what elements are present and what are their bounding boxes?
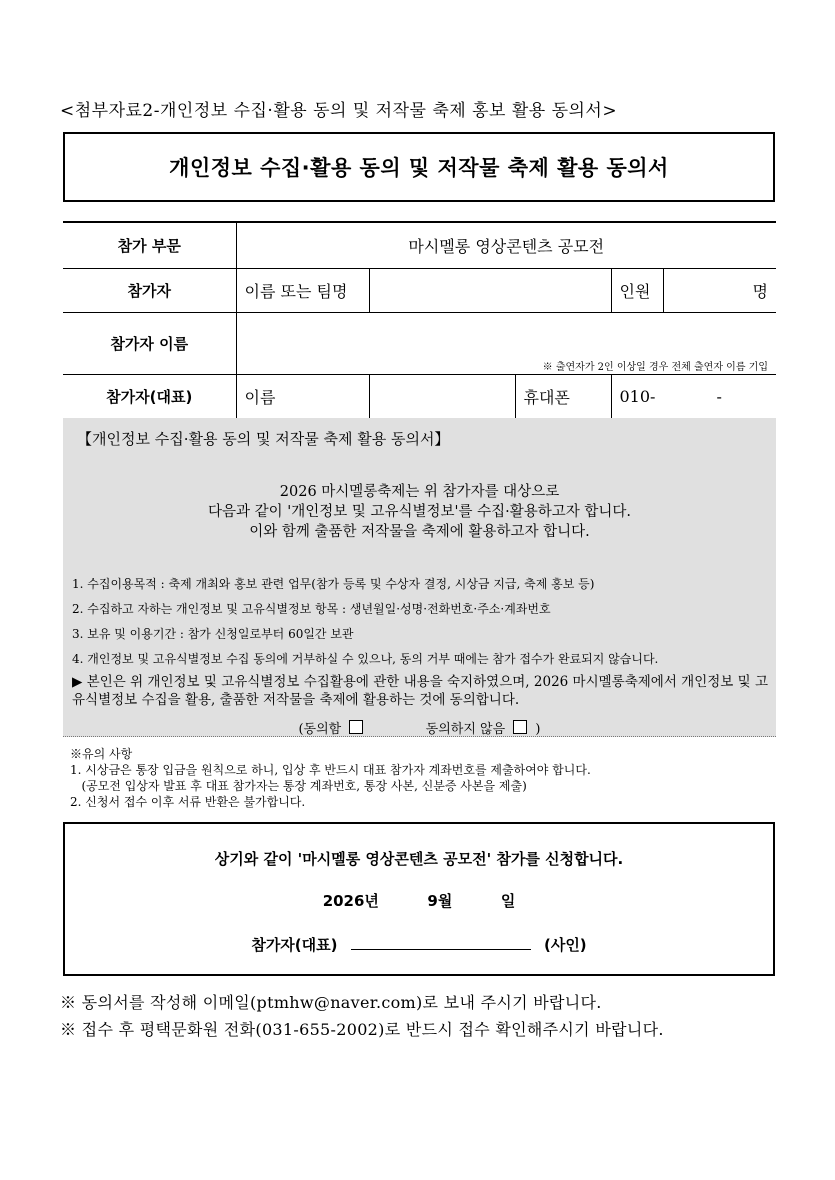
signature-line[interactable] xyxy=(351,935,531,950)
rep-name-label: 이름 xyxy=(236,374,369,418)
date-day: 일 xyxy=(500,892,516,910)
participant-name-field[interactable] xyxy=(369,268,611,312)
footer-note: ※ 접수 후 평택문화원 전화(031-655-2002)로 반드시 접수 확인해주시기 바랍니다. xyxy=(60,1020,664,1039)
footer-note: ※ 동의서를 작성해 이메일(ptmhw@naver.com)로 보내 주시기 바랍니다. xyxy=(60,993,602,1012)
participant-label: 참가자 xyxy=(63,268,236,312)
notes-item: (공모전 입상자 발표 후 대표 참가자는 통장 계좌번호, 통장 사본, 신분증 사본을 제출) xyxy=(70,779,527,793)
application-form-table xyxy=(63,221,776,419)
title-box xyxy=(63,132,775,202)
notes-item: 1. 시상금은 통장 입금을 원칙으로 하니, 입상 후 반드시 대표 참가자 계좌번호를 제출하여야 합니다. xyxy=(70,763,591,777)
signature-rep-label: 참가자(대표) xyxy=(251,936,338,954)
rep-phone-label: 휴대폰 xyxy=(515,374,611,418)
agree-checkbox[interactable] xyxy=(349,720,363,734)
names-note: ※ 출연자가 2인 이상일 경우 전체 출연자 이름 기입 xyxy=(542,361,768,373)
notes-heading: ※유의 사항 xyxy=(70,747,133,761)
notes-item: 2. 신청서 접수 이후 서류 반환은 불가합니다. xyxy=(70,795,306,809)
category-label: 참가 부문 xyxy=(63,222,236,268)
date-year: 2026년 xyxy=(322,892,379,910)
consent-item: 3. 보유 및 이용기간 : 참가 신청일로부터 60일간 보관 xyxy=(72,627,354,641)
consent-intro-line: 이와 함께 출품한 저작물을 축제에 활용하고자 합니다. xyxy=(249,524,590,540)
names-label: 참가자 이름 xyxy=(63,312,236,374)
agree-label: (동의함 xyxy=(298,722,342,737)
consent-intro-line: 다음과 같이 '개인정보 및 고유식별정보'를 수집·활용하고자 합니다. xyxy=(207,504,632,520)
headcount-label: 인원 xyxy=(611,268,663,312)
consent-item: 2. 수집하고 자하는 개인정보 및 고유식별정보 항목 : 생년월일·성명·전화번호·주소·계좌번호 xyxy=(72,602,551,616)
application-box xyxy=(63,822,775,976)
notes-section xyxy=(70,746,591,810)
signature-label: (사인) xyxy=(543,936,587,954)
consent-item: 4. 개인정보 및 고유식별정보 수집 동의에 거부하실 수 있으나, 동의 거부 때에는 참가 접수가 완료되지 않습니다. xyxy=(72,652,659,666)
representative-label: 참가자(대표) xyxy=(63,374,236,418)
names-field[interactable] xyxy=(236,312,776,374)
consent-intro-line: 2026 마시멜롱축제는 위 참가자를 대상으로 xyxy=(279,484,560,500)
rep-phone-field[interactable]: 010- - xyxy=(611,374,776,418)
application-statement: 상기와 같이 '마시멜롱 영상콘텐츠 공모전' 참가를 신청합니다. xyxy=(214,850,624,868)
document-title: 개인정보 수집·활용 동의 및 저작물 축제 활용 동의서 xyxy=(169,156,669,180)
agree-options xyxy=(63,718,776,737)
disagree-label: 동의하지 않음 xyxy=(425,722,506,737)
headcount-field[interactable] xyxy=(663,268,776,312)
disagree-checkbox[interactable] xyxy=(513,720,527,734)
consent-item: 1. 수집이용목적 : 축제 개최와 홍보 관련 업무(참가 등록 및 수상자 결정, 시상금 지급, 축제 홍보 등) xyxy=(72,577,595,591)
category-value: 마시멜롱 영상콘텐츠 공모전 xyxy=(236,222,776,268)
attachment-header: <첨부자료2-개인정보 수집·활용 동의 및 저작물 축제 홍보 활용 동의서> xyxy=(60,101,618,121)
consent-statement: ▶ 본인은 위 개인정보 및 고유식별정보 수집활용에 관한 내용을 숙지하였으며, 2026 마시멜롱축제에서 개인정보 및 고유식별정보 수집을 활용, 출품한 저작물을 축제에 활용하는 것에 동의합니다. xyxy=(72,674,768,708)
participant-name-label: 이름 또는 팀명 xyxy=(236,268,369,312)
consent-title: 【개인정보 수집·활용 동의 및 저작물 축제 활용 동의서】 xyxy=(77,430,450,448)
consent-section xyxy=(63,418,776,737)
application-date xyxy=(65,890,773,911)
date-month: 9월 xyxy=(427,892,453,910)
agree-close: ) xyxy=(535,722,541,737)
headcount-unit: 명 xyxy=(752,281,768,301)
rep-name-field[interactable] xyxy=(369,374,515,418)
signature-row xyxy=(65,934,773,955)
